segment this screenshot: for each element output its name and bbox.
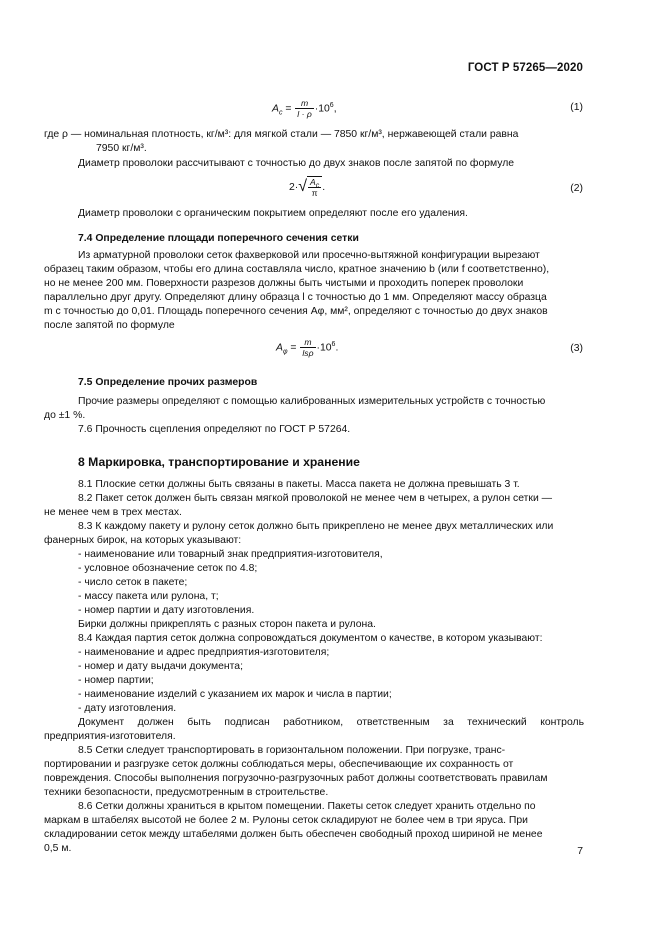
document-id-header: ГОСТ Р 57265—2020 [467,62,583,74]
p85-line1: 8.5 Сетки следует транспортировать в горизонтальном положении. При погрузке, транс- [78,745,506,756]
p84-tail-line1: Документ должен быть подписан работником, ответственным за технический контроль [78,717,584,728]
p84-tail-line2: предприятия-изготовителя. [44,731,176,742]
formula-2-number: (2) [570,183,583,194]
p85-line2: портировании и разгрузке сеток должны соблюдаться меры, обеспечивающие их сохранность от [44,759,514,770]
p83-tail: Бирки должны прикреплять с разных сторон пакета и рулона. [78,619,376,630]
formula-2-fraction: $\frac{A_c}{\pi}$ [310,177,320,198]
p86-line3: складировании сеток между штабелями должен быть обеспечен свободный проход шириной не менее [44,829,543,840]
formula-1-fraction: $\frac{m}{l \cdot \rho}$ [297,98,312,119]
list84-item: - наименование изделий с указанием их марок и числа в партии; [78,689,392,700]
p81-text: 8.1 Плоские сетки должны быть связаны в пакеты. Масса пакета не должна превышать 3 т. [78,479,520,490]
formula-1: $A_c$ = $\frac{m}{l \cdot \rho}$ $\cdot 10^6$, [272,98,337,119]
p82-line2: не менее чем в трех местах. [44,507,182,518]
formula-3-number: (3) [570,343,583,354]
formula-3-fraction: $\frac{m}{\text{lsρ}}$ [302,337,314,358]
section-7-4-title: 7.4 Определение площади поперечного сечения сетки [78,233,359,244]
p85-line3: повреждения. Способы выполнения погрузочно-разгрузочных работ должны соответствовать правилам [44,773,548,784]
p74-line6: после запятой по формуле [44,320,175,331]
list84-item: - дату изготовления. [78,703,177,714]
p86-line4: 0,5 м. [44,843,72,854]
p74-line3: но не менее 200 мм. Поверхности разрезов должны быть чистыми и проходить поперек проволоки [44,278,524,289]
where-text-cont: 7950 кг/м³. [96,143,147,154]
p85-line4: техники безопасности, предусмотренным в строительстве. [44,787,329,798]
list83-item: - массу пакета или рулона, т; [78,591,219,602]
p82-line1: 8.2 Пакет сеток должен быть связан мягкой проволокой не менее чем в четырех, а рулон сетки — [78,493,553,504]
p86-line2: маркам в штабелях высотой не более 2 м. Рулоны сеток складируют не более чем в три яруса. При [44,815,528,826]
p75-line2: до ±1 %. [44,410,86,421]
sqrt-icon: √ [298,178,308,195]
list83-item: - номер партии и дату изготовления. [78,605,255,616]
p74-line5: m с точностью до 0,01. Площадь поперечного сечения Aφ, мм², определяют с точностью до двух знаков [44,306,548,317]
formula-3: $A_\varphi$ = $\frac{m}{\text{lsρ}}$ $\cdot 10^6$. [276,337,339,358]
coated-diameter-text: Диаметр проволоки с органическим покрытием определяют после его удаления. [78,208,468,219]
p74-line2: образец таким образом, чтобы его длина составляла число, кратное значению b (или f соответственно), [44,264,550,275]
list84-item: - наименование и адрес предприятия-изготовителя; [78,647,330,658]
list83-item: - число сеток в пакете; [78,577,188,588]
p76-text: 7.6 Прочность сцепления определяют по ГОСТ Р 57264. [78,424,351,435]
list83-item: - условное обозначение сеток по 4.8; [78,563,258,574]
where-text: где ρ — номинальная плотность, кг/м³: для мягкой стали — 7850 кг/м³, нержавеющей стали равна [44,129,519,140]
p74-line4: параллельно друг другу. Определяют длину образца l с точностью до 1 мм. Определяют массу образца [44,292,547,303]
p83-line2: фанерных бирок, на которых указывают: [44,535,242,546]
p86-line1: 8.6 Сетки должны храниться в крытом помещении. Пакеты сеток следует хранить отдельно по [78,801,536,812]
p74-line1: Из арматурной проволоки сеток фахверковой или просечно-вытяжной конфигурации вырезают [78,250,540,261]
page-number: 7 [577,846,583,857]
list84-item: - номер партии; [78,675,154,686]
p84-text: 8.4 Каждая партия сеток должна сопровождаться документом о качестве, в котором указывают: [78,633,543,644]
diameter-calc-text: Диаметр проволоки рассчитывают с точностью до двух знаков после запятой по формуле [78,158,515,169]
list84-item: - номер и дату выдачи документа; [78,661,243,672]
section-8-title: 8 Маркировка, транспортирование и хранение [78,455,360,469]
section-7-5-title: 7.5 Определение прочих размеров [78,377,258,388]
p83-line1: 8.3 К каждому пакету и рулону сеток должно быть прикреплено не менее двух металлических или [78,521,554,532]
formula-1-number: (1) [570,102,583,113]
p75-line1: Прочие размеры определяют с помощью калиброванных измерительных устройств с точностью [78,396,546,407]
formula-2: 2·√ $\frac{A_c}{\pi}$ . [289,177,326,198]
list83-item: - наименование или товарный знак предприятия-изготовителя, [78,549,383,560]
